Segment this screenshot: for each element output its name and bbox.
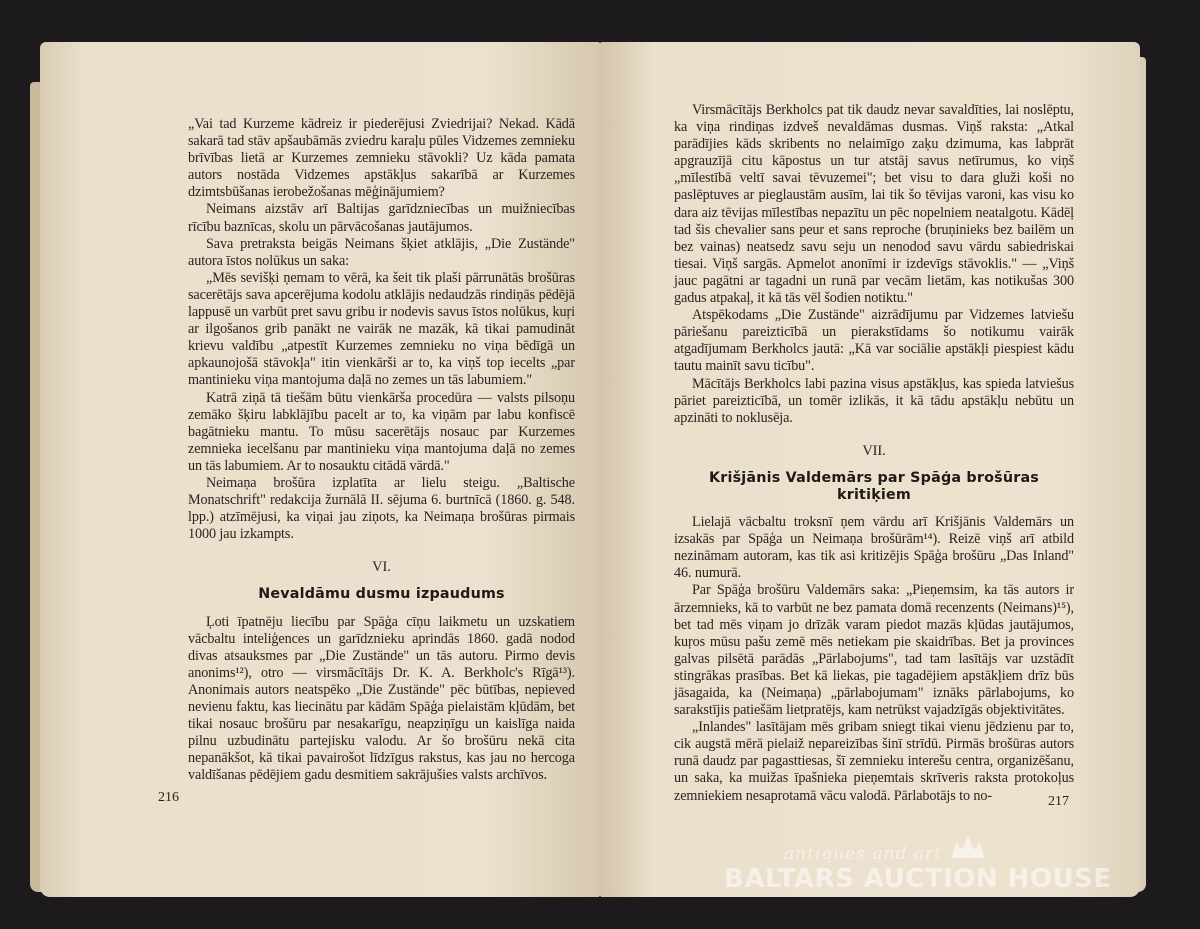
paragraph: Katrā ziņā tā tiešām būtu vienkārša procedūra — valsts pilsoņu zemāko šķiru labklājību pacelt ar to, ka viņām par labu konfiscē bagātnieku mantu. To mūsu sacerētājs nosauc par Kurzemes zemnieka iecelšanu par mantinieku viņa mantojuma daļā no zemes un tās labumiem. Ar to nosauktu citādā vārdā.": [188, 389, 575, 474]
open-book: [22, 32, 1142, 902]
paragraph: Neimaņa brošūra izplatīta ar lielu steigu. „Baltische Monatschrift" redakcija žurnālā II. sējuma 6. burtnīcā (1860. g. 548. lpp.) atzīmējusi, ka viņai jau ziņots, ka Neimaņa brošūras pirmais 1000 jau izkampts.: [188, 474, 575, 543]
section-number: VII.: [862, 442, 886, 459]
right-page: [600, 42, 1140, 897]
paragraph: „Inlandes" lasītājam mēs gribam sniegt tikai vienu jēdzienu par to, cik augstā mērā pielaiž nepareizības šinī strīdū. Pirmās brošūras autors runā daudz par pagasttiesas, šī zemnieku interešu centra, organizēšanu, un saka, ka muižas īpašnieka pieņemtais skrīveris raksta protokoļus zemniekiem nesaprotamā vācu valodā. Pārlabotājs to no-: [674, 719, 1074, 804]
watermark-name: BALTARS AUCTION HOUSE: [724, 864, 1112, 894]
paragraph: „Vai tad Kurzeme kādreiz ir piederējusi Zviedrijai? Nekad. Kādā sakarā tad stāv apšaubāmās zviedru karaļu pūles Vidzemes zemnieku brīvības lietā ar Kurzemes zemnieku stāvokli? Uz kāda pamata autors nostāda Vidzemes apstākļus sakarībā ar Kurzemes dzimtsbūšanas ierobežošanas mēģinājumiem?: [188, 116, 575, 201]
watermark-tagline: antiques and art: [784, 844, 942, 864]
paragraph: Lielajā vācbaltu troksnī ņem vārdu arī Krišjānis Valdemārs un izsakās par Spāģa un Neimaņa brošūrām¹⁴). Reizē viņš arī atbild nezināmam autoram, kas tik asi kritizējis Spāģa brošūru „Das Inland" 46. numurā.: [674, 514, 1074, 582]
paragraph: Mācītājs Berkholcs labi pazina visus apstākļus, kas spieda latviešus pāriet pareizticībā, un tomēr izlikās, it kā tādu apstākļu nebūtu un apzināti to noklusēja.: [674, 375, 1074, 426]
auction-house-watermark: [724, 840, 1124, 910]
section-number: VI.: [372, 559, 391, 576]
paragraph: Ļoti īpatnēju liecību par Spāģa cīņu laikmetu un uzskatiem vācbaltu inteliģences un garīdznieku aprindās 1860. gadā nodod divas atsauksmes par „Die Zustände" un tās autoru. Pirmo devis anonims¹²), otro — virsmācītājs Dr. K. A. Berkholc's Rīgā¹³). Anonimais autors neatspēko „Die Zustände" pēc būtības, nepieved nevienu faktu, kas liecinātu par kādām Spāģa pielaistām kļūdām, bet tikai nosauc brošūru par nesakarīgu, neapziņīgu un kaislīga naida pilnu uzbudinātu partejisku valodu. Ar šo brošūru nekā cita nepanākšot, kā tikai pavairošot līdzīgus rakstus, kas jau no hercoga valdīšanas pēdējiem gadu desmitiem sakrājušies valsts archīvos.: [188, 613, 575, 784]
paragraph: Atspēkodams „Die Zustände" aizrādījumu par Vidzemes latviešu pāriešanu pareizticībā un pierakstīdams šo notikumu vairāk atgadījumam Berkholcs jautā: „Kā var sociālie apstākļi piespiest kādu tautu mainīt savu ticību".: [674, 307, 1074, 375]
page-number: 216: [158, 790, 179, 805]
left-page: [40, 42, 600, 897]
paragraph: Virsmācītājs Berkholcs pat tik daudz nevar savaldīties, lai noslēptu, ka viņa rindiņas izdveš nevaldāmas dusmas. Viņš raksta: „Atkal parādījies kāds skribents no nelaimīgo zaķu dzimuma, kas labprāt apgrauzījā citu kāpostus un tur atstāj savus netīrumus, ko viņš „mīlestībā veltī savai tēvuzemei"; bet visu to dara gluži koši no paslēptuves ar pieglaustām ausīm, lai tik šo tēvijas varoni, kas visu ko dara aiz tēvijas mīlestības nepazītu un pēc nopelniem neatalgotu. Kādēļ tad šis chevalier sans peur et sans reproche (bruņinieks bez bailēm un bez vainas) neatsedz savu seju un nenodod savu vārdu sabiedriskai tiesai. Viņš sargās. Apmelot anonīmi ir izdevīgs stāvoklis." — „Viņš jauc pagātni ar tagadni un runā par vecām lietām, kas notikušas 300 gadus atpakaļ, it kā tās vēl šodien notiktu.": [674, 102, 1074, 307]
section-title: Krišjānis Valdemārs par Spāģa brošūras kritiķiem: [708, 469, 1040, 503]
crown-icon: [948, 832, 988, 862]
paragraph: Neimans aizstāv arī Baltijas garīdzniecības un muižniecības rīcību baznīcas, skolu un pārvācošanas jautājumos.: [188, 201, 575, 235]
section-title: Nevaldāmu dusmu izpaudums: [258, 586, 505, 603]
paragraph: Par Spāģa brošūru Valdemārs saka: „Pieņemsim, ka tās autors ir ārzemnieks, kā to varbūt ne bez pamata domā recenzents (Neimans)¹⁵), bet tad mēs viņam jo drīzāk varam piedot mazās kļūdas jautājumos, kuŗos mūsu pašu zemē mēs netiekam pie skaidrības. Bet ja provinces galvas pilsētā parādās „Pārlabojums", tad tam lasītājs var uzstādīt stingrākas prasības. Bet kā liekas, pie tagadējiem apstākļiem drīz būs jāsagaida, ka (Neimaņa) „pārlabojumam" iznāks pārlabojums, ko sarakstījis patiešām lietpratējs, kam netrūkst vajadzīgās objektivitātes.: [674, 582, 1074, 719]
page-number: 217: [1048, 794, 1069, 809]
right-page-text: [674, 102, 1074, 805]
paragraph: Sava pretraksta beigās Neimans šķiet atklājis, „Die Zustände" autora īstos nolūkus un saka:: [188, 235, 575, 269]
paragraph: „Mēs sevišķi ņemam to vērā, ka šeit tik plaši pārrunātās brošūras sacerētājs sava apcerējuma kodolu atklājis nedaudzās rindiņās pēdējā lappusē un varbūt pret savu gribu ir nodevis savus īstos nolūkus, kuŗi ar ilgošanos grib panākt ne vairāk ne mazāk, kā tikai pamudināt krievu valdību „atpestīt Kurzemes zemnieku no viņa bēdīgā un apkaunojošā stāvokļa" itin vienkārši ar to, ka viņš top iecelts „par mantinieku viņa mantojuma daļā no zemes un tās labumiem.": [188, 269, 575, 389]
left-page-text: [188, 116, 575, 784]
